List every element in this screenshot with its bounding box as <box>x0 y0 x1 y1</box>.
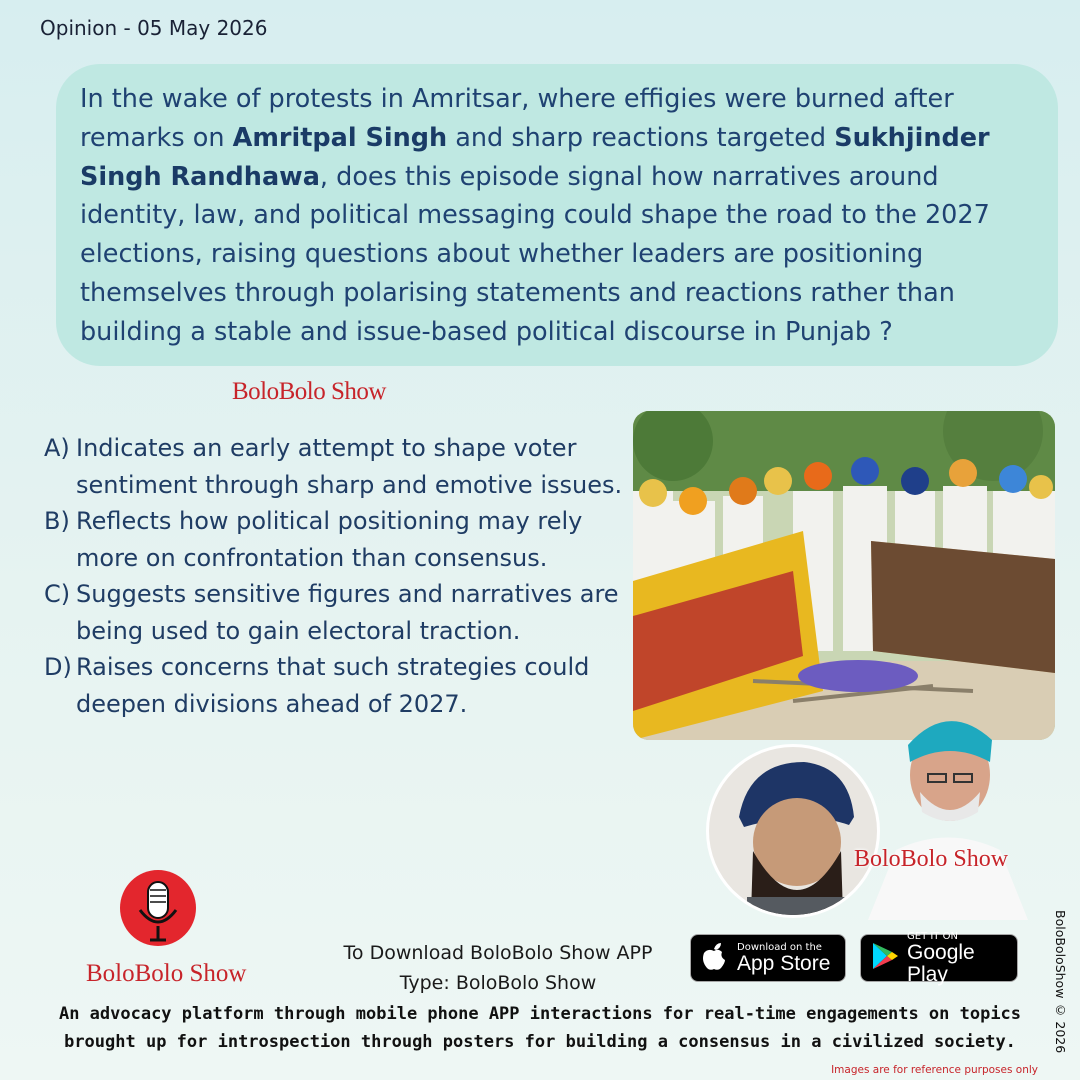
date-line: Opinion - 05 May 2026 <box>40 16 268 40</box>
google-play-label: Google Play <box>907 940 975 986</box>
option-key: C) <box>44 580 71 608</box>
option-text: Reflects how political positioning may rely more on confrontation than consensus. <box>76 507 583 572</box>
copyright-vertical: BoloBoloShow © 2026 <box>1053 910 1068 1054</box>
google-play-button[interactable] <box>860 930 1018 986</box>
tagline-line-1: An advocacy platform through mobile phone APP interactions for real-time engagements on topics <box>58 1004 1022 1024</box>
option-text: Indicates an early attempt to shape voter sentiment through sharp and emotive issues. <box>76 434 623 499</box>
option-d[interactable] <box>44 649 624 722</box>
portrait-illustration <box>709 747 877 915</box>
answer-options <box>44 430 624 722</box>
brand-logo-text: BoloBolo Show <box>86 960 247 987</box>
disclaimer: Images are for reference purposes only <box>831 1064 1038 1076</box>
portrait-randhawa <box>868 700 1028 920</box>
question-text-2: and sharp reactions targeted <box>447 122 835 153</box>
app-store-label: App Store <box>737 951 831 975</box>
option-a[interactable] <box>44 430 624 503</box>
portrait-amritpal <box>706 744 880 918</box>
option-c[interactable] <box>44 576 624 649</box>
app-store-small: Download on the <box>737 941 822 953</box>
google-play-icon <box>871 941 899 975</box>
protest-illustration <box>633 411 1055 740</box>
option-text: Raises concerns that such strategies could deepen divisions ahead of 2027. <box>76 653 590 718</box>
option-key: A) <box>44 434 70 462</box>
tagline <box>30 1000 1050 1056</box>
option-b[interactable] <box>44 503 624 576</box>
question-text-3: , does this episode signal how narratives around identity, law, and political messaging could shape the road to the 2027 elections, raising questions about whether leaders are positioning themselves through polarising statements and reactions rather than building a stable and issue-based political discourse in Punjab ? <box>80 161 990 347</box>
app-store-button[interactable] <box>690 934 846 982</box>
microphone-icon <box>118 868 198 958</box>
download-line-2: Type: BoloBolo Show <box>399 972 597 994</box>
portrait-illustration <box>868 700 1028 920</box>
question-name-2: Sukhjinder Singh Randhawa <box>80 122 990 192</box>
brand-overlay: BoloBolo Show <box>854 846 1009 872</box>
protest-photo <box>633 411 1055 740</box>
option-key: B) <box>44 507 70 535</box>
brand-wordmark: BoloBolo Show <box>232 378 386 405</box>
question-name-1: Amritpal Singh <box>232 122 448 153</box>
google-play-small: GET IT ON <box>907 930 958 942</box>
download-line-1: To Download BoloBolo Show APP <box>343 942 653 964</box>
option-text: Suggests sensitive figures and narratives are being used to gain electoral traction. <box>76 580 619 645</box>
question-card <box>56 64 1058 366</box>
option-key: D) <box>44 653 72 681</box>
question-text-1: In the wake of protests in Amritsar, where effigies were burned after remarks on <box>80 84 954 153</box>
tagline-line-2: brought up for introspection through posters for building a consensus in a civilized society. <box>64 1032 1016 1052</box>
apple-icon <box>701 941 729 975</box>
download-instructions <box>320 938 676 998</box>
